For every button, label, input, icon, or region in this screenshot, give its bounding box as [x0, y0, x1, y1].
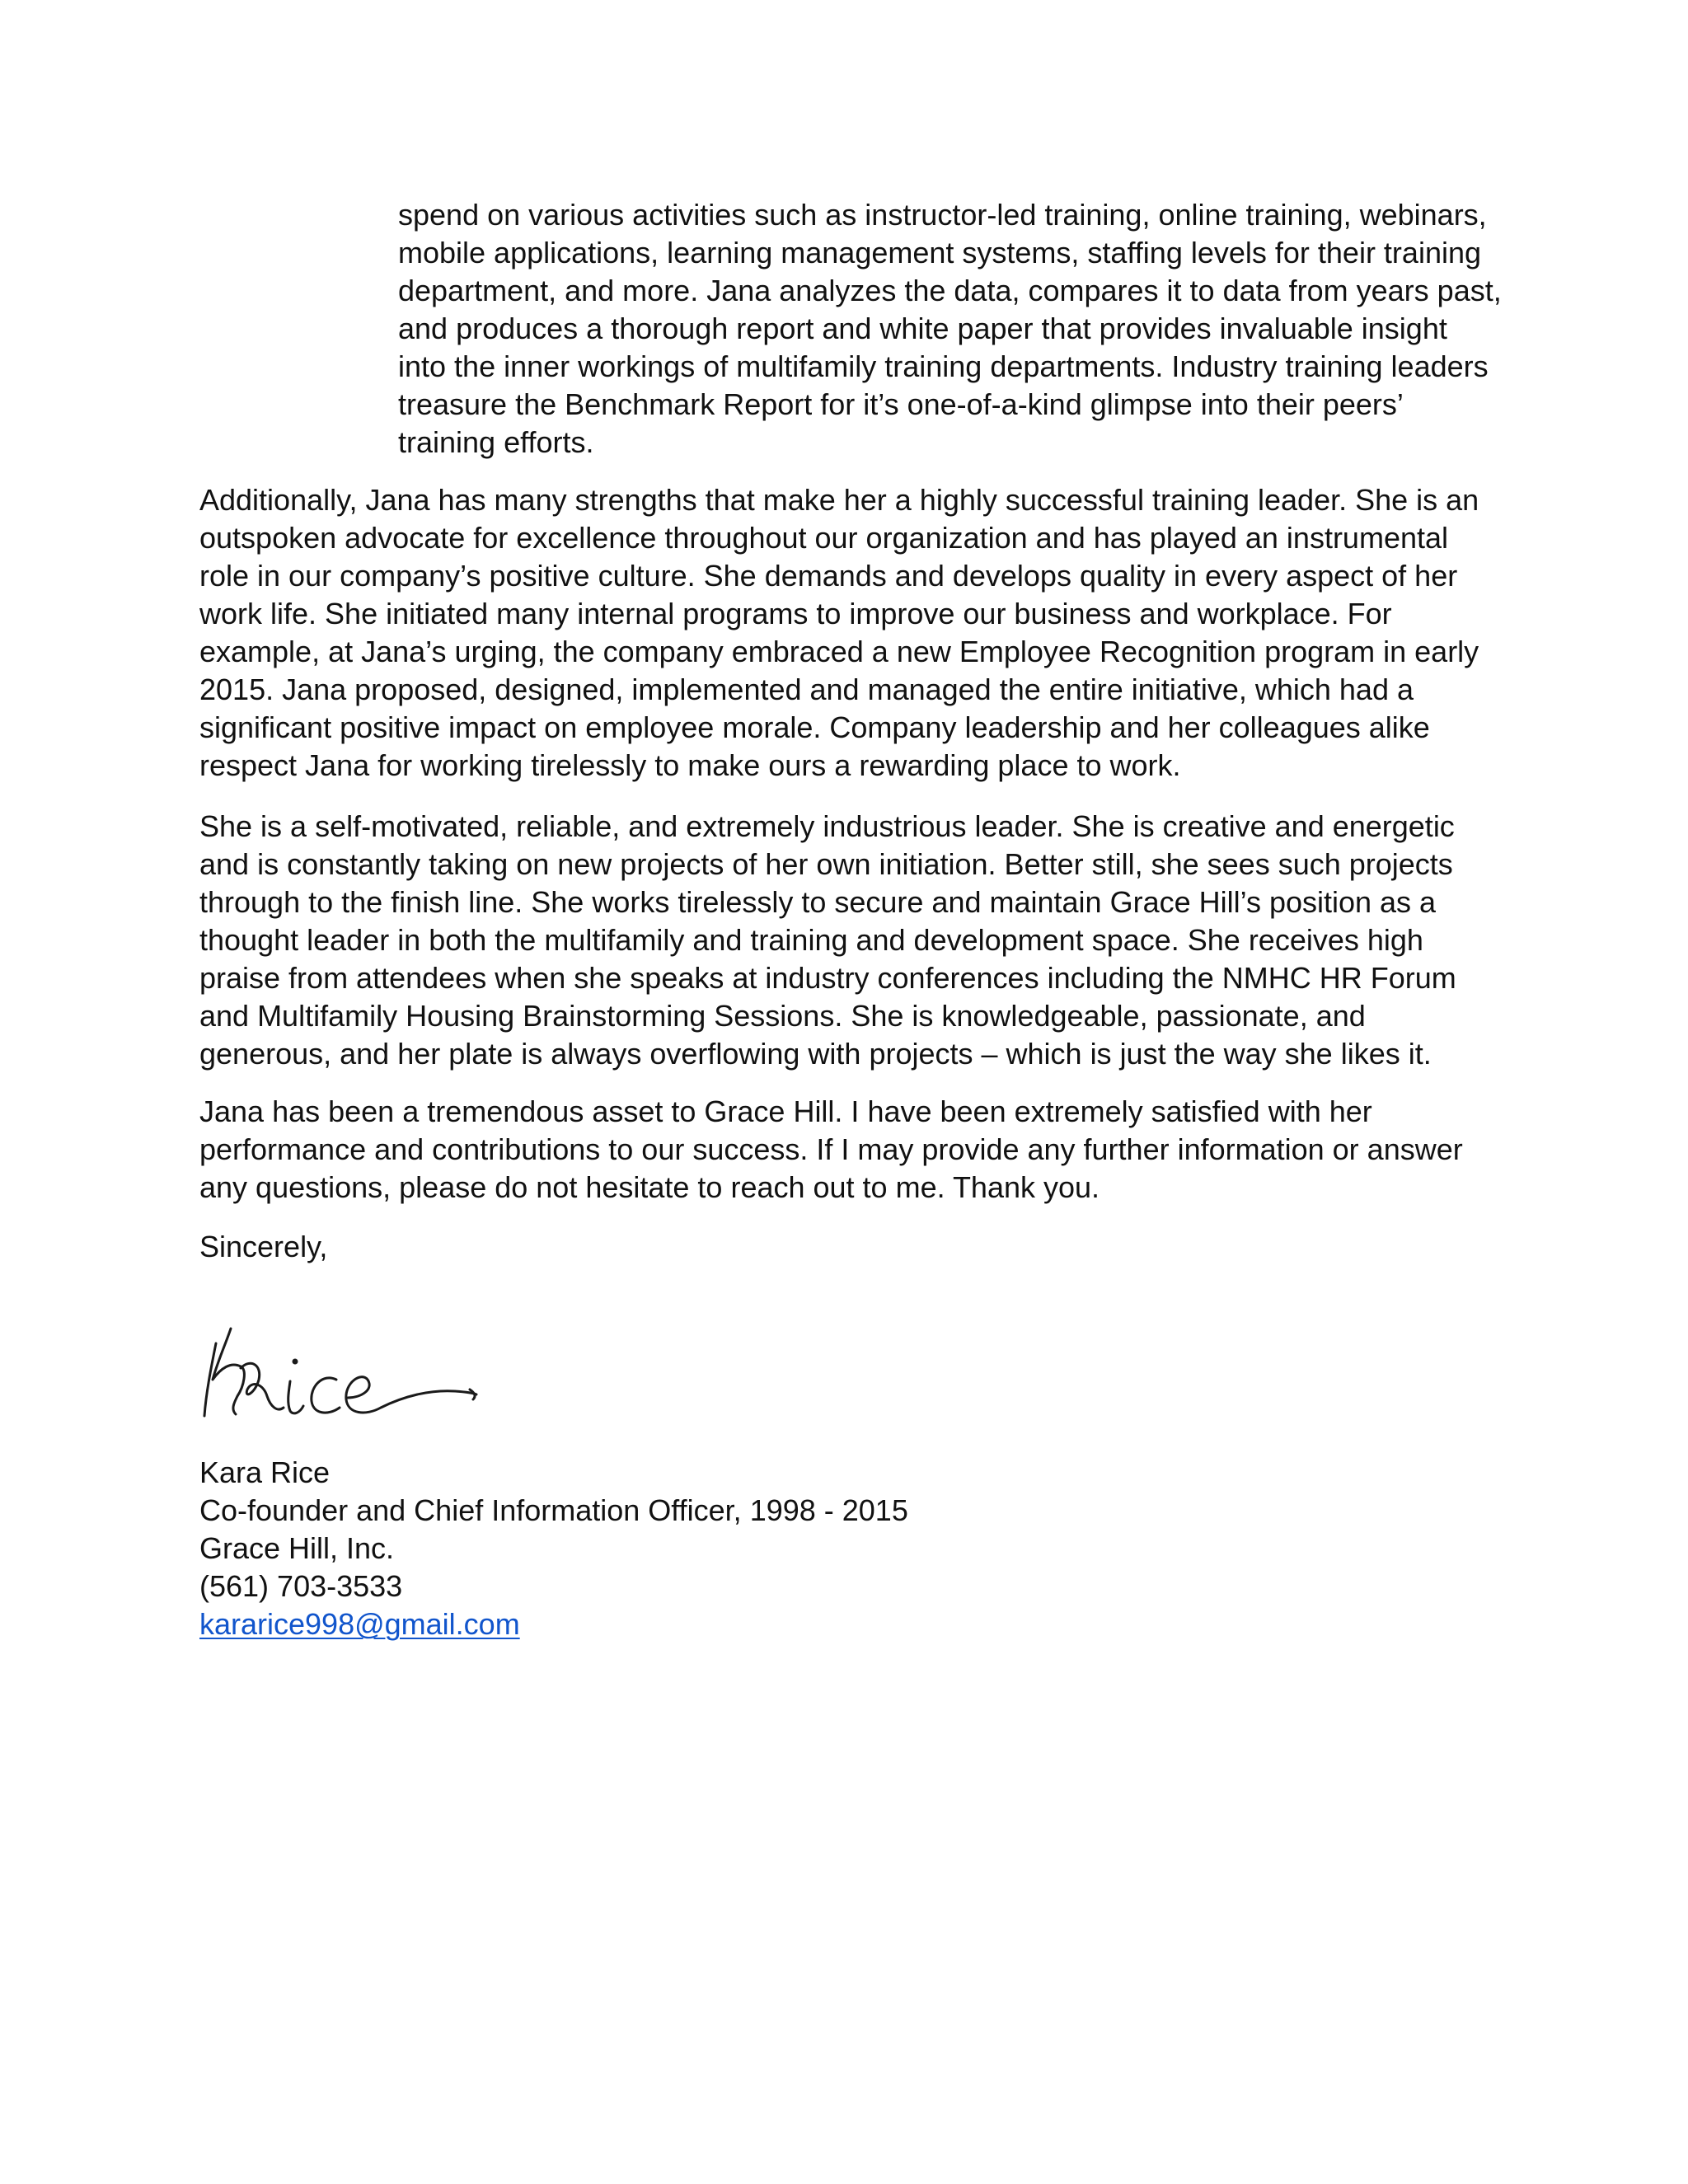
- continued-paragraph: spend on various activities such as instructor-led training, online training, webinars, mobile applications, learning management systems, staffing levels for their training department, and more. Jana analyzes the data, compares it to data from years past, and produces a thorough report and white paper that provides invaluable insight into the inner workings of multifamily training departments. Industry training leaders treasure the Benchmark Report for it’s one-of-a-kind glimpse into their peers’ training efforts.: [398, 198, 1502, 459]
- paragraph-self-motivated: She is a self-motivated, reliable, and extremely industrious leader. She is creative and energetic and is constantly taking on new projects of her own initiation. Better still, she sees such projects through to the finish line. She works tirelessly to secure and maintain Grace Hill’s position as a thought leader in both the multifamily and training and development space. She receives high praise from attendees when she speaks at industry conferences including the NMHC HR Forum and Multifamily Housing Brainstorming Sessions. She is knowledgeable, passionate, and generous, and her plate is always overflowing with projects – which is just the way she likes it.: [199, 809, 1456, 1071]
- signer-name: Kara Rice: [199, 1455, 331, 1489]
- signer-title: Co-founder and Chief Information Officer, 1998 - 2015: [199, 1493, 908, 1527]
- handwritten-signature: [198, 1310, 495, 1434]
- paragraph-strengths: Additionally, Jana has many strengths that make her a highly successful training leader. She is an outspoken advocate for excellence throughout our organization and has played an instrumental role in our company’s positive culture. She demands and develops quality in every aspect of her work life. She initiated many internal programs to improve our business and workplace. For example, at Jana’s urging, the company embraced a new Employee Recognition program in early 2015. Jana proposed, designed, implemented and managed the entire initiative, which had a significant positive impact on employee morale. Company leadership and her colleagues alike respect Jana for working tirelessly to make ours a rewarding place to work.: [199, 483, 1479, 782]
- signer-company: Grace Hill, Inc.: [199, 1531, 395, 1565]
- signer-email-link[interactable]: kararice998@gmail.com: [199, 1607, 520, 1641]
- closing: Sincerely,: [199, 1230, 328, 1263]
- signer-phone: (561) 703-3533: [199, 1569, 403, 1603]
- paragraph-asset: Jana has been a tremendous asset to Grace Hill. I have been extremely satisfied with her performance and contributions to our success. If I may provide any further information or answer any questions, please do not hesitate to reach out to me. Thank you.: [199, 1094, 1463, 1204]
- signature-block: [199, 1454, 908, 1643]
